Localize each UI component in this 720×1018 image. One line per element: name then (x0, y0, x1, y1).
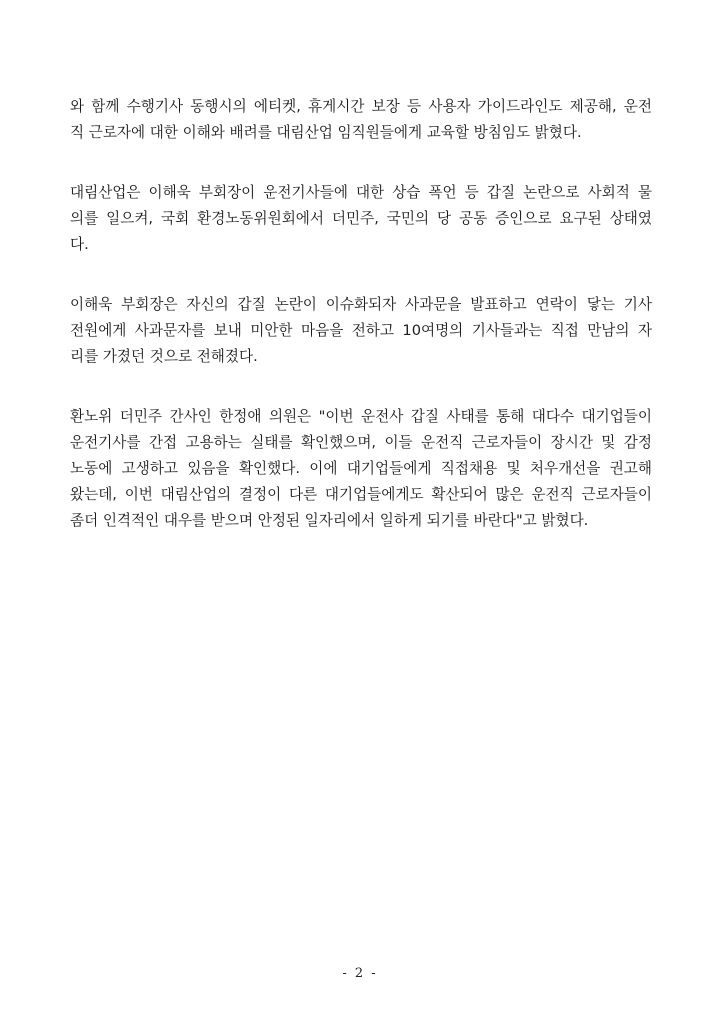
text-line: 대림산업은 이해욱 부회장이 운전기사들에 대한 상습 폭언 등 갑질 논란으로 사회적 물 (70, 184, 652, 201)
text-line: 직 근로자에 대한 이해와 배려를 대림산업 임직원들에게 교육할 방침임도 밝혔다. (70, 124, 582, 141)
text-line: 의를 일으켜, 국회 환경노동위원회에서 더민주, 국민의 당 공동 증인으로 요구된 상태였 (70, 210, 652, 227)
paragraph-4 (70, 404, 652, 534)
text-line: 전원에게 사과문자를 보내 미안한 마음을 전하고 10여명의 기사들과는 직접 만남의 자 (70, 322, 652, 339)
paragraph-1 (70, 94, 652, 146)
text-line: 이해욱 부회장은 자신의 갑질 논란이 이슈화되자 사과문을 발표하고 연락이 닿는 기사 (70, 296, 652, 313)
text-line: 좀더 인격적인 대우를 받으며 안정된 일자리에서 일하게 되기를 바란다"고 밝혔다. (70, 512, 589, 529)
text-line: 노동에 고생하고 있음을 확인했다. 이에 대기업들에게 직접채용 및 처우개선을 권고해 (70, 460, 652, 477)
page-number: - 2 - (342, 966, 378, 981)
text-line: 환노위 더민주 간사인 한정애 의원은 "이번 운전사 갑질 사태를 통해 대다수 대기업들이 (70, 408, 652, 425)
paragraph-3 (70, 292, 652, 370)
text-line: 다. (70, 236, 89, 253)
text-line: 왔는데, 이번 대림산업의 결정이 다른 대기업들에게도 확산되어 많은 운전직 근로자들이 (70, 486, 652, 503)
text-line: 운전기사를 간접 고용하는 실태를 확인했으며, 이들 운전직 근로자들이 장시간 및 감정 (70, 434, 652, 451)
text-line: 와 함께 수행기사 동행시의 에티켓, 휴게시간 보장 등 사용자 가이드라인도 제공해, 운전 (70, 98, 652, 115)
paragraph-2 (70, 180, 652, 258)
document-body (70, 94, 652, 568)
text-line: 리를 가졌던 것으로 전해졌다. (70, 348, 258, 365)
